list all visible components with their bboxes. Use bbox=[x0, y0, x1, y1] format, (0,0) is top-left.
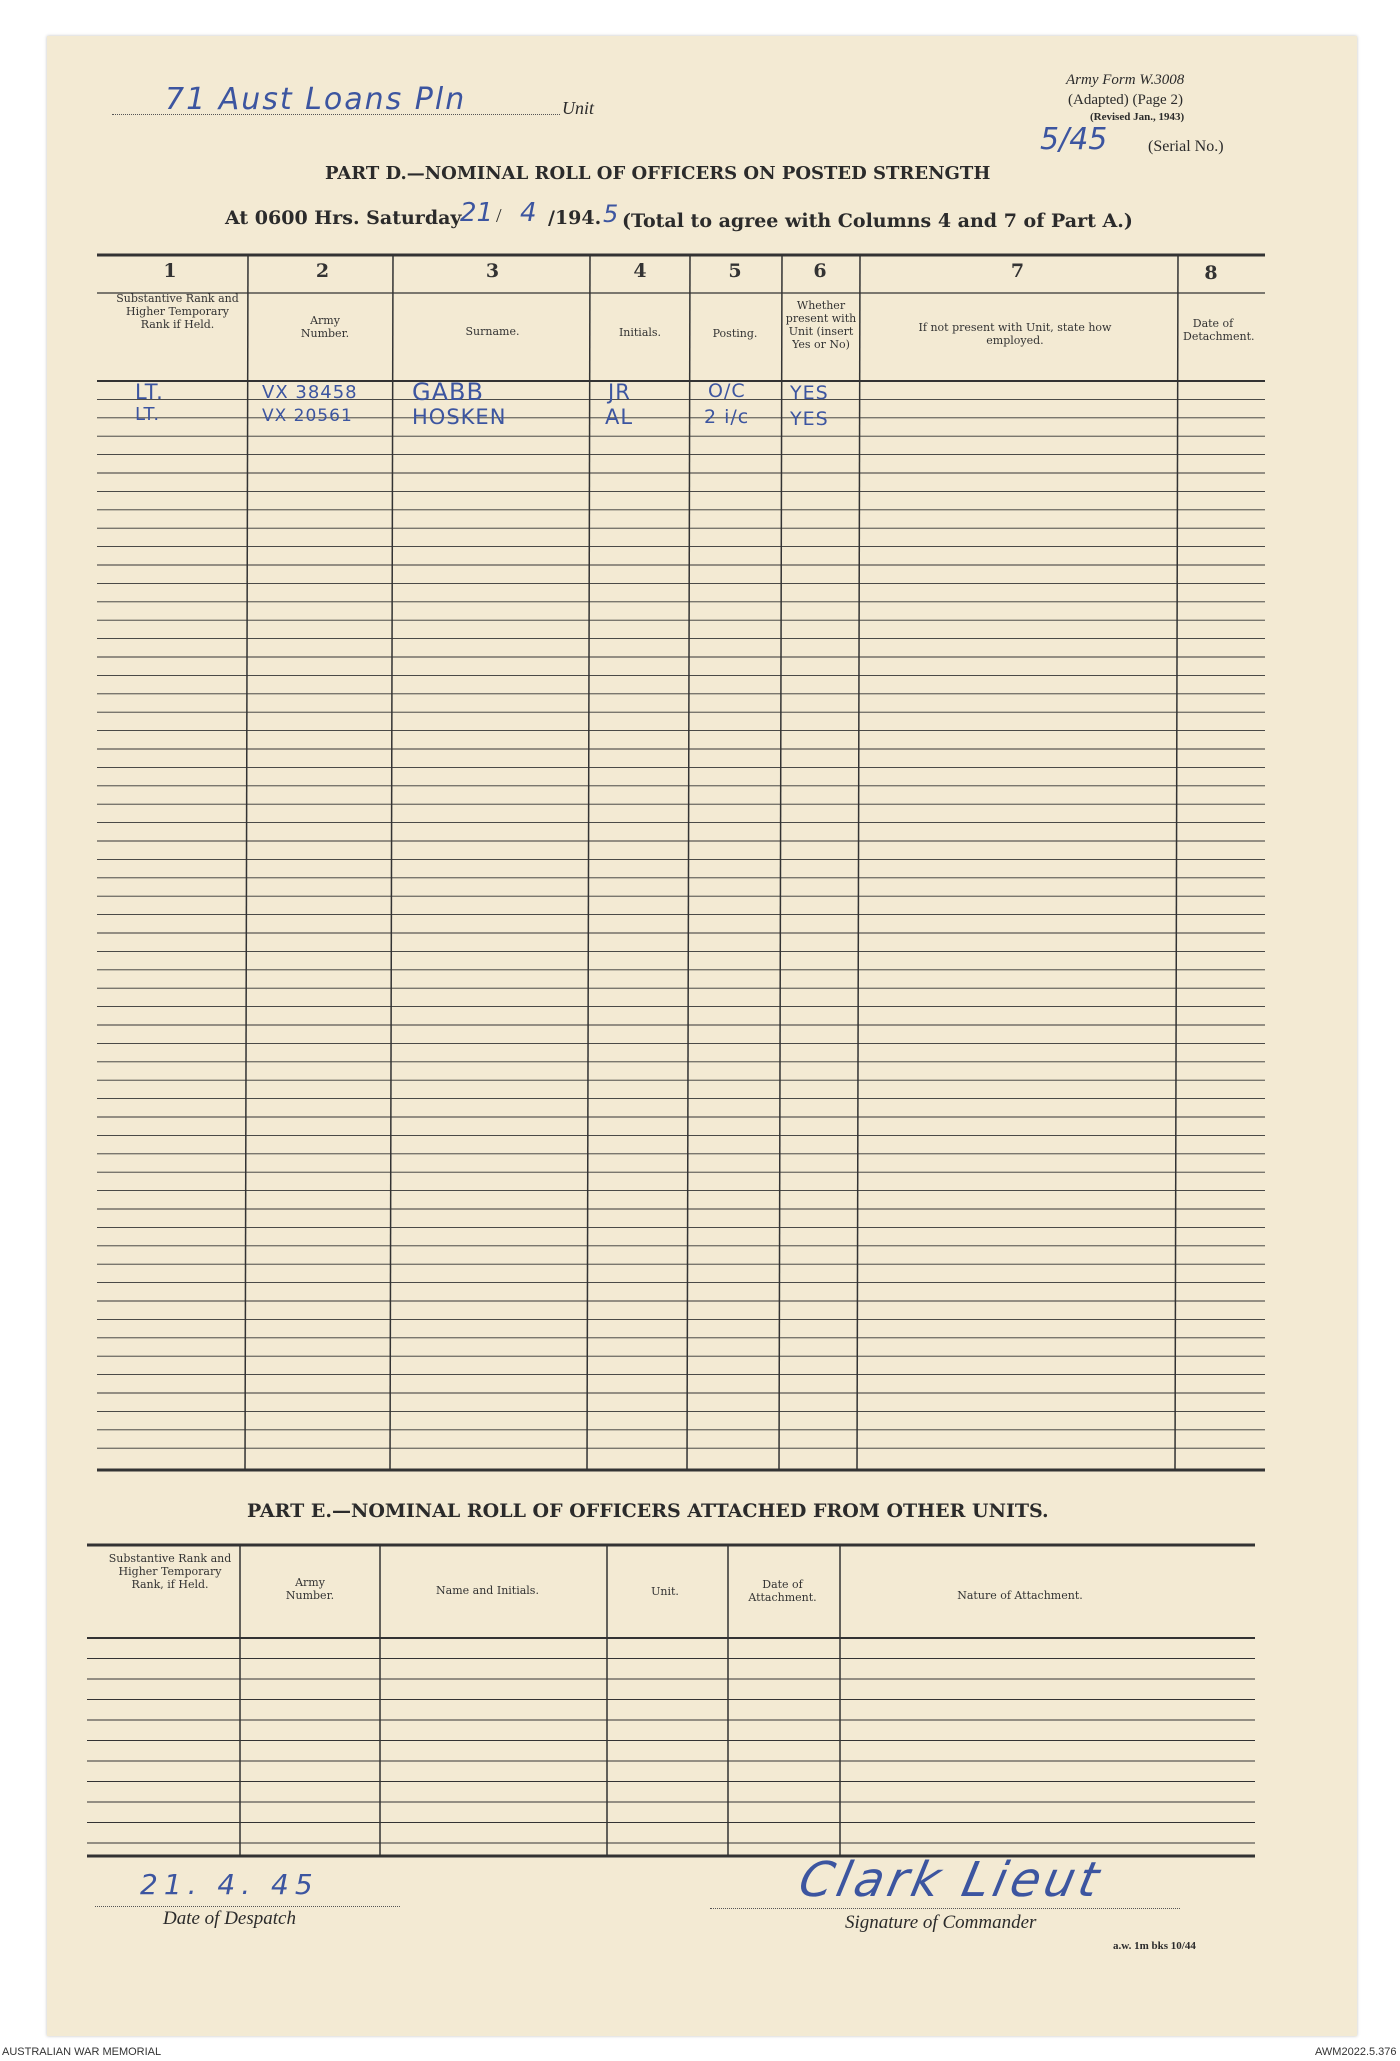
despatch-label: Date of Despatch bbox=[163, 1908, 296, 1929]
despatch-line bbox=[95, 1904, 400, 1907]
col-header-army-number: Army Number. bbox=[300, 314, 350, 340]
unit-value: 71 Aust Loans Pln bbox=[165, 82, 467, 117]
row2-rank: LT. bbox=[135, 404, 161, 425]
part-e-title: PART E.—NOMINAL ROLL OF OFFICERS ATTACHED FROM OTHER UNITS. bbox=[247, 1500, 1049, 1522]
row2-surname: HOSKEN bbox=[412, 405, 507, 429]
date-month: 4 bbox=[520, 198, 537, 228]
row2-number: VX 20561 bbox=[262, 406, 353, 426]
col-header-present: Whether present with Unit (insert Yes or No) bbox=[785, 299, 857, 351]
date-year-prefix: /194. bbox=[548, 207, 602, 229]
col-header-how-employed: If not present with Unit, state how employed. bbox=[918, 321, 1112, 347]
col-num-7: 7 bbox=[1010, 260, 1025, 282]
e-col-header-nature: Nature of Attachment. bbox=[957, 1589, 1083, 1602]
signature-label: Signature of Commander bbox=[845, 1912, 1037, 1933]
part-d-title: PART D.—NOMINAL ROLL OF OFFICERS ON POSTED STRENGTH bbox=[325, 163, 991, 184]
form-adapted: (Adapted) (Page 2) bbox=[1068, 92, 1183, 108]
col-header-initials: Initials. bbox=[618, 326, 662, 339]
e-col-header-rank: Substantive Rank and Higher Temporary Rank, if Held. bbox=[108, 1552, 232, 1591]
grid-col-divider-3 bbox=[587, 255, 590, 1470]
date-day: 21 bbox=[460, 198, 494, 228]
col-num-3: 3 bbox=[485, 260, 500, 282]
e-col-header-date-attachment: Date of Attachment. bbox=[748, 1578, 817, 1604]
row2-posting: 2 i/c bbox=[704, 406, 750, 428]
row1-initials: JR bbox=[608, 380, 631, 404]
grid-col-divider-6 bbox=[857, 255, 860, 1470]
col-header-rank: Substantive Rank and Higher Temporary Rank if Held. bbox=[116, 292, 239, 331]
col-header-posting: Posting. bbox=[712, 327, 758, 340]
date-sep: / bbox=[496, 205, 502, 227]
grid-col-divider-2 bbox=[390, 255, 393, 1470]
at-label: At 0600 Hrs. Saturday bbox=[225, 207, 462, 229]
e-col-header-unit: Unit. bbox=[651, 1585, 679, 1598]
col-header-date-detachment: Date of Detachment. bbox=[1183, 317, 1255, 343]
form-number: Army Form W.3008 bbox=[1066, 72, 1185, 88]
form-revised: (Revised Jan., 1943) bbox=[1090, 111, 1185, 123]
signature-value: Clark Lieut bbox=[794, 1852, 1108, 1908]
row1-posting: O/C bbox=[708, 380, 746, 402]
e-col-header-name: Name and Initials. bbox=[436, 1584, 539, 1597]
archive-right: AWM2022.5.376 bbox=[1315, 2046, 1397, 2058]
col-num-5: 5 bbox=[728, 260, 742, 282]
print-code: a.w. 1m bks 10/44 bbox=[1113, 1940, 1196, 1952]
grid-col-divider-7 bbox=[1175, 255, 1178, 1470]
col-num-1: 1 bbox=[163, 260, 177, 282]
serial-label: (Serial No.) bbox=[1148, 138, 1224, 155]
col-header-surname: Surname. bbox=[465, 325, 520, 338]
col-num-4: 4 bbox=[633, 260, 647, 282]
archive-left: AUSTRALIAN WAR MEMORIAL bbox=[2, 2046, 162, 2058]
signature-line bbox=[710, 1906, 1180, 1909]
grid-col-divider-4 bbox=[687, 255, 690, 1470]
row1-rank: LT. bbox=[135, 380, 164, 404]
row1-number: VX 38458 bbox=[262, 382, 358, 403]
row1-surname: GABB bbox=[412, 378, 484, 406]
despatch-value: 21. 4. 45 bbox=[140, 1868, 319, 1901]
grid-col-divider-1 bbox=[245, 255, 248, 1470]
serial-value: 5/45 bbox=[1040, 122, 1108, 157]
row2-present: YES bbox=[790, 408, 829, 430]
date-year-digit: 5 bbox=[603, 200, 619, 228]
e-col-header-army-number: Army Number. bbox=[285, 1576, 335, 1602]
col-num-8: 8 bbox=[1204, 262, 1218, 284]
total-note: (Total to agree with Columns 4 and 7 of Part A.) bbox=[622, 210, 1133, 232]
unit-label: Unit bbox=[562, 98, 595, 118]
col-num-2: 2 bbox=[315, 260, 330, 282]
row1-present: YES bbox=[790, 382, 829, 404]
col-num-6: 6 bbox=[813, 260, 827, 282]
row2-initials: AL bbox=[605, 405, 634, 429]
grid-col-divider-5 bbox=[779, 255, 782, 1470]
